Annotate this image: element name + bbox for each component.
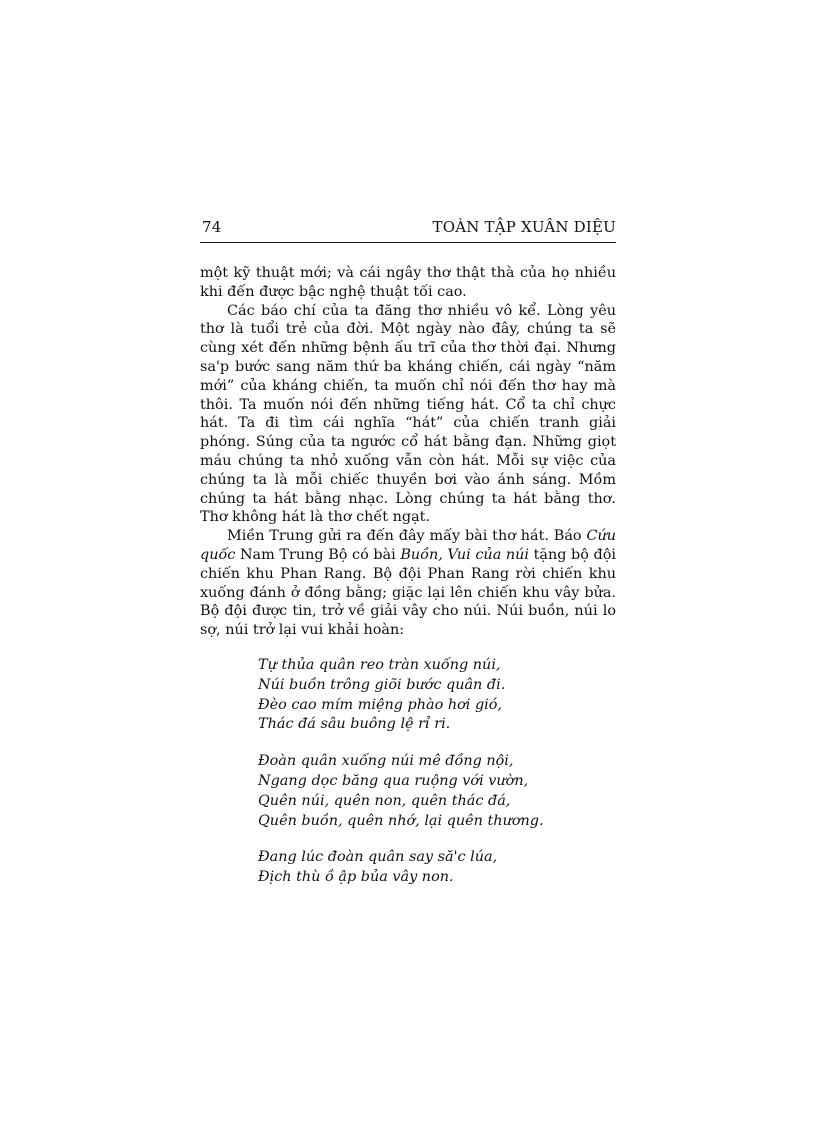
verse-line: Đang lúc đoàn quân say să'c lúa,	[258, 849, 498, 866]
verse-line: Tự thủa quân reo tràn xuống núi,	[258, 657, 501, 673]
verse-line: Địch thù ồ ập bủa vây non.	[258, 869, 454, 886]
paragraph-newspapers	[200, 302, 616, 528]
poem-stanza	[258, 656, 618, 735]
paragraph-text: một kỹ thuật mới; và cái ngây thơ thật thà của họ nhiều khi đến được bậc nghệ thuật tối cao.	[200, 265, 616, 300]
verse-line: Quên buồn, quên nhớ, lại quên thương.	[258, 812, 544, 829]
page-number: 74	[202, 218, 222, 236]
verse-line: Đèo cao mím miệng phào hơi gió,	[258, 696, 502, 713]
verse-line: Thác đá sâu buông lệ rỉ ri.	[258, 716, 451, 733]
paragraph-central-region	[200, 527, 616, 640]
poem-title: Buồn, Vui của núi	[400, 546, 530, 563]
paragraph-continuation	[200, 264, 616, 302]
verse-line: Ngang dọc băng qua ruộng với vườn,	[258, 772, 529, 789]
verse-line: Quên núi, quên non, quên thác đá,	[258, 792, 511, 809]
paragraph-text: Các báo chí của ta đăng thơ nhiều vô kể. Lòng yêu thơ là tuổi trẻ của đời. Một ngày nào đây, chúng ta sẽ cùng xét đến những bệnh ấu trĩ của thơ thời đại. Nhưng sa'p bước sang năm thứ ba kháng chiến, cái ngày “năm mới” của kháng chiến, ta muốn chỉ nói đến thơ hay mà thôi. Ta muốn nói đến những tiếng hát. Cổ ta chỉ chực hát. Ta đi tìm cái nghĩa “hát” của chiến tranh giải phóng. Súng của ta ngước cổ hát bằng đạn. Những giọt máu chúng ta nhỏ xuống vẫn còn hát. Mỗi sự việc của chúng ta là mỗi chiếc thuyền bơi vào ánh sáng. Mồm chúng ta hát bằng nhạc. Lòng chúng ta hát bằng thơ. Thơ không hát là thơ chết ngạt.	[200, 302, 616, 526]
running-title: TOÀN TẬP XUÂN DIỆU	[432, 218, 616, 236]
body-text	[200, 264, 616, 640]
header-divider	[200, 242, 616, 243]
paragraph-text: Nam Trung Bộ có bài	[235, 546, 401, 563]
poem-stanza	[258, 752, 618, 831]
page-header	[200, 218, 616, 240]
poem-stanza	[258, 848, 618, 888]
verse-line: Đoàn quân xuống núi mê đồng nội,	[258, 753, 514, 770]
paragraph-text: tặng bộ đội chiến khu Phan Rang. Bộ đội Phan Rang rời chiến khu xuống đánh ở đồng bằng; giặc lại lên chiến khu vây bửa. Bộ đội được tin, trở về giải vây cho núi. Núi buồn, núi lo sợ, núi trở lại vui khải hoàn:	[200, 546, 616, 639]
newspaper-title: Cứu quốc	[200, 528, 616, 563]
paragraph-text: Miền Trung gửi ra đến đây mấy bài thơ hát. Báo	[227, 528, 587, 545]
verse-line: Núi buồn trông giõi bước quân đi.	[258, 676, 506, 693]
poem	[258, 656, 618, 905]
book-page	[200, 0, 616, 1123]
